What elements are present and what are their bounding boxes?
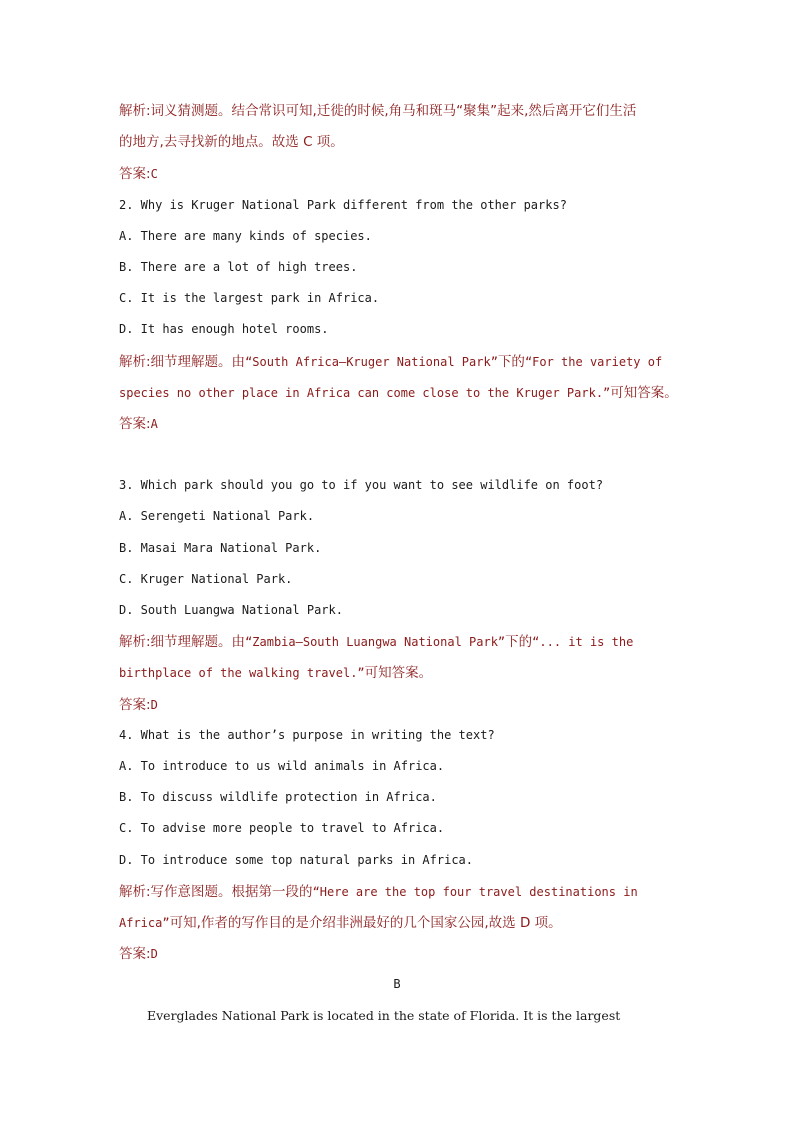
q1-analysis-line2: 的地方,去寻找新的地点。故选 C 项。 [119, 134, 344, 151]
q3-analysis-line1 [119, 626, 675, 657]
section-b-first-line: Everglades National Park is located in the state of Florida. It is the largest [147, 1008, 621, 1024]
q3-analysis-line2 [119, 657, 675, 688]
answer-label: 答案: [119, 415, 151, 432]
q3-answer [119, 689, 675, 720]
answer-label: 答案: [119, 946, 151, 963]
q3-option-c: C. Kruger National Park. [119, 571, 293, 586]
q2-stem: 2. Why is Kruger National Park different from the other parks? [119, 197, 567, 212]
q3-option-a: A. Serengeti National Park. [119, 509, 315, 524]
analysis-prefix: 解析:细节理解题。由 [119, 353, 246, 370]
answer-value: D [150, 947, 158, 962]
q2-analysis-line2 [119, 377, 678, 408]
q4-option-a: A. To introduce to us wild animals in Africa. [119, 758, 445, 773]
analysis-mid: 下的 [497, 353, 525, 370]
q1-analysis-line1: 解析:词义猜测题。结合常识可知,迁徙的时候,角马和斑马“聚集”起来,然后离开它们生活 [119, 103, 637, 119]
answer-value: D [150, 697, 158, 712]
spacer [119, 439, 675, 470]
document-page [119, 96, 678, 1032]
analysis-end: 可知答案。 [364, 665, 433, 682]
q2-option-a: A. There are many kinds of species. [119, 228, 372, 243]
answer-label: 答案: [119, 696, 151, 713]
analysis-quote: “Zambia—South Luangwa National Park” [245, 635, 506, 650]
q4-option-c: C. To advise more people to travel to Africa. [119, 821, 445, 836]
answer-value: A [150, 416, 158, 431]
q4-option-d: D. To introduce some top natural parks in Africa. [119, 852, 474, 867]
q2-option-d: D. It has enough hotel rooms. [119, 322, 329, 337]
analysis-quote: species no other place in Africa can come close to the Kruger Park.” [119, 385, 611, 400]
q4-analysis-line2 [119, 907, 675, 938]
q4-stem: 4. What is the author’s purpose in writing the text? [119, 727, 495, 742]
analysis-end: 可知答案。 [610, 384, 678, 401]
answer-value: C [150, 167, 158, 182]
analysis-quote: “For the variety of [524, 354, 663, 369]
section-heading: B [393, 977, 401, 992]
analysis-mid: 下的 [505, 634, 533, 651]
q2-option-c: C. It is the largest park in Africa. [119, 291, 380, 306]
analysis-quote: “Here are the top four travel destinations in [312, 884, 638, 899]
q4-answer [119, 938, 675, 969]
q3-stem: 3. Which park should you go to if you want to see wildlife on foot? [119, 478, 604, 493]
q4-analysis-line1 [119, 876, 675, 907]
q1-answer [119, 158, 675, 189]
analysis-quote: Africa” [119, 915, 170, 930]
q3-option-b: B. Masai Mara National Park. [119, 540, 322, 555]
analysis-prefix: 解析:细节理解题。由 [119, 634, 246, 651]
q2-analysis-line1 [119, 346, 675, 377]
analysis-prefix: 解析:写作意图题。根据第一段的 [119, 883, 313, 900]
answer-label: 答案: [119, 166, 151, 183]
q2-answer [119, 408, 675, 439]
q4-option-b: B. To discuss wildlife protection in Africa. [119, 790, 437, 805]
analysis-end: 可知,作者的写作目的是介绍非洲最好的几个国家公园,故选 D 项。 [169, 914, 562, 931]
q3-option-d: D. South Luangwa National Park. [119, 603, 343, 617]
analysis-quote: “... it is the [532, 635, 634, 650]
analysis-quote: birthplace of the walking travel.” [119, 666, 365, 681]
q2-option-b: B. There are a lot of high trees. [119, 259, 358, 274]
analysis-quote: “South Africa—Kruger National Park” [245, 354, 498, 369]
